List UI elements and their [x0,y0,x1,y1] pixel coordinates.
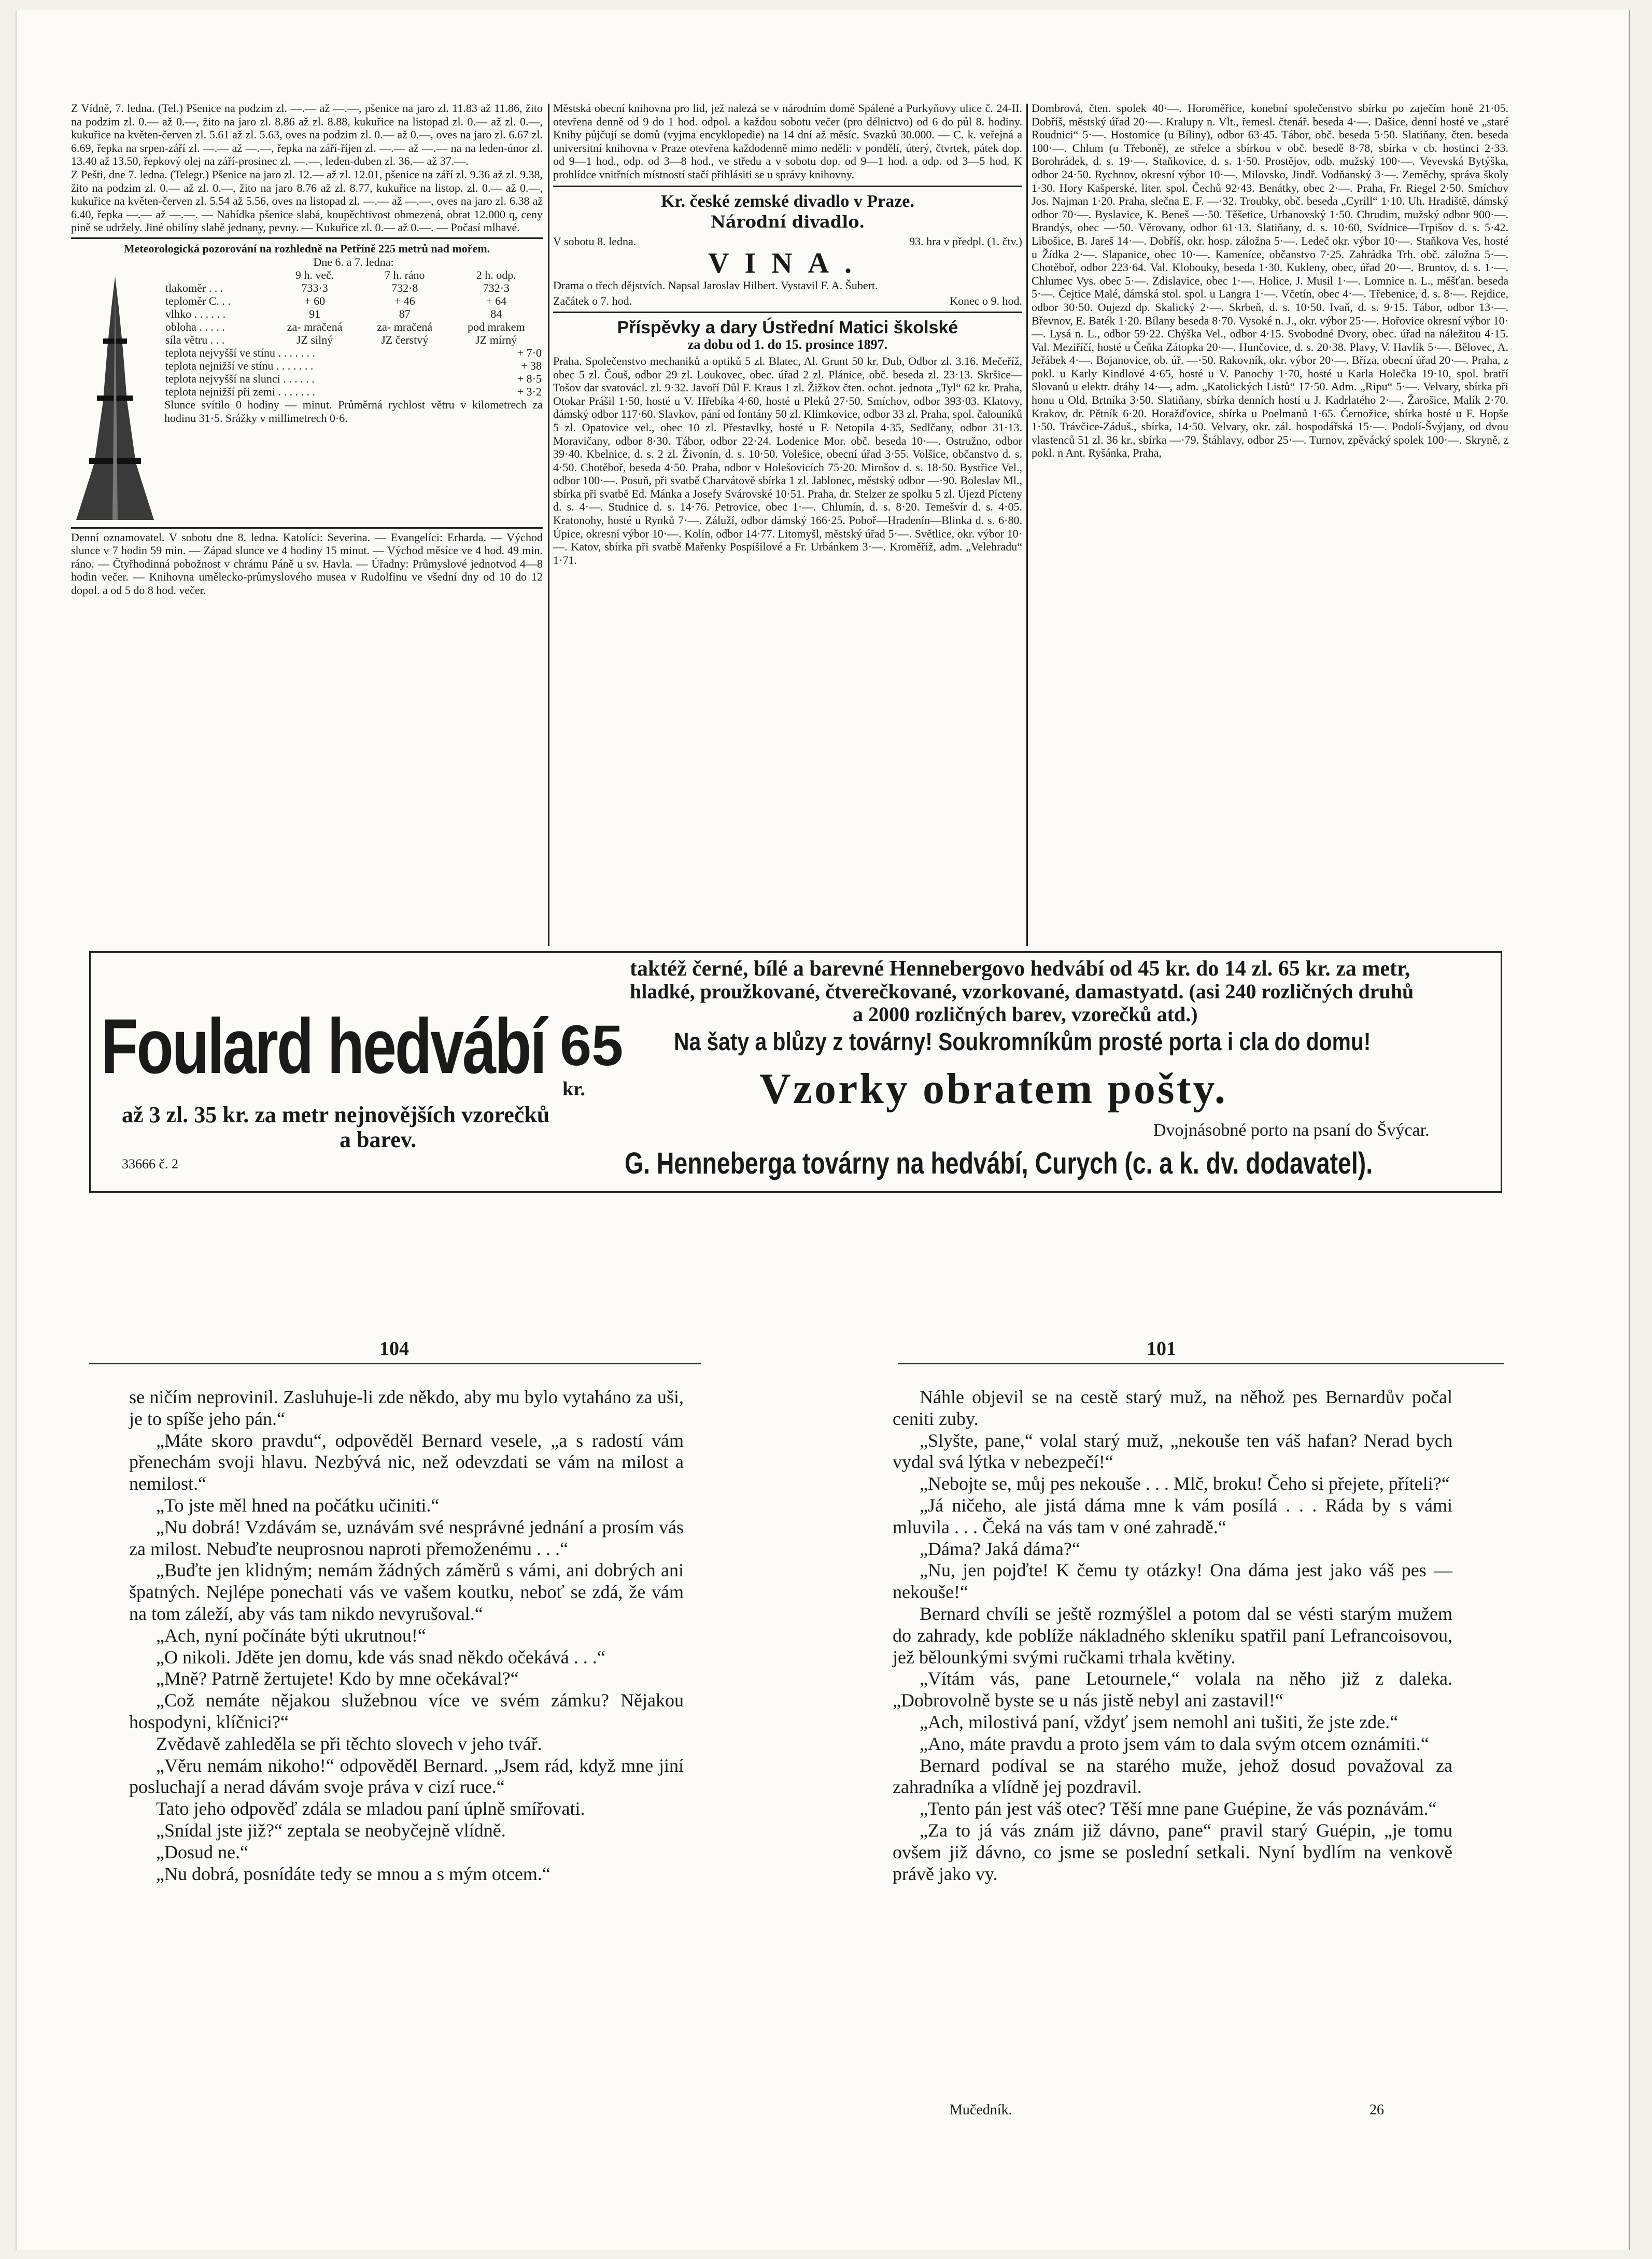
theatre-play-title: VINA. [708,247,868,280]
meteo-extra-label: teplota nejvyšší na slunci . . . . . . [165,372,315,386]
paragraph: Náhle objevil se na cestě starý muž, na něhož pes Bernardův počal ceniti zuby. [893,1387,1452,1429]
meteo-label: síla větru . . . [165,333,225,347]
meteo-value: 91 [309,307,321,321]
paragraph: Zvědavě zahleděla se při těchto slovech v jeho tvář. [156,1733,542,1754]
paragraph: „Buďte jen klidným; nemám žádných záměrů s vámi, ani dobrých ani špatných. Nejlépe ponechati vás ve vašem koutku, neboť se zdá, že vám na tom záleží, aby vás tam nikdo nevyrušoval.“ [129,1560,684,1624]
meteo-label: tlakoměr . . . [165,281,223,295]
foulard-silk-advertisement [89,951,1502,1193]
ad-firm: G. Henneberga továrny na hedvábí, Curych (c. a k. dv. dodavatel). [625,1147,1373,1180]
ad-code: 33666 č. 2 [122,1156,179,1171]
meteo-date: Dne 6. a 7. ledna: [313,255,394,269]
paragraph: „O nikoli. Jděte jen domu, kde vás snad někdo očekává . . .“ [156,1646,605,1668]
paragraph: „Ach, milostivá paní, vždyť jsem nemohl ani tušiti, že jste zde.“ [920,1711,1399,1732]
paragraph: „Za to já vás znám již dávno, pane“ pravil starý Guépin, „je tomu ovšem již dávno, co jsme se poslední setkali. Nyní bydlím na venkově právě jako vy. [893,1819,1452,1884]
column-rule [1026,104,1028,946]
meteo-value: pod mrakem [467,320,525,334]
footer-signature: 26 [1369,2102,1384,2118]
library-notice: Městská obecní knihovna pro lid, jež nalezá se v národním domě Spálené a Purkyňovy ulice č. 24-II. otevřena denně od 9 do 1 hod. odpol. a každou sobotu večer (pro délnictvo) od 6 do půl 8. hodiny. Knihy půjčují se domů (vyjma encyklopedie) na 14 dní až měsíc. Svazků 30.000. — C. k. veřejná a universitní knihovna v Praze otevřena každodenně mimo neděli: v pondělí, úterý, čtvrtek, pátek dop. od 9—1 hod., odp. od 3—8 hod., ve středu a v sobotu dop. od 9—1 hod. a odp. od 3—5 hod. K prohlídce vnitřních místností stačí přihlásiti se u správy knihovny. [553,102,1022,181]
column-market-weather [71,102,543,949]
ad-samples: Vzorky obratem pošty. [759,1065,1227,1113]
meteo-head-1: 9 h. več. [295,269,334,282]
meteo-head-3: 2 h. odp. [476,269,516,282]
meteo-extra-value: + 8·5 [517,372,542,386]
ad-factory-slogan: Na šaty a blůzy z továrny! Soukromníkům prosté porta i cla do domu! [674,1028,1371,1056]
meteo-value: JZ čerstvý [381,333,429,347]
ad-line-2: hladké, proužkované, čtverečkované, vzorkované, damastyatd. (asi 240 rozličných druhů [630,980,1414,1003]
paragraph: „Nu dobrá, posnídáte tedy se mnou a s mým otcem.“ [156,1863,550,1884]
theatre-date: V sobotu 8. ledna. [553,234,637,248]
ad-porto: Dvojnásobné porto na psaní do Švýcar. [1153,1121,1430,1140]
paragraph: „To jste měl hned na počátku učiniti.“ [156,1494,440,1516]
newspaper-page [16,10,1630,2250]
paragraph: „Snídal jste již?“ zeptala se neobyčejně vlídně. [156,1819,506,1841]
page-rule-right [898,1363,1504,1364]
paragraph: se ničím neprovinil. Zasluhuje-li zde někdo, aby mu bylo vytaháno za uši, je to spíše jeho pán.“ [129,1387,684,1429]
paragraph: „Ano, máte pravdu a proto jsem vám to dala svým otcem oznámiti.“ [920,1733,1429,1754]
paragraph: „Máte skoro pravdu“, odpověděl Bernard vesele, „a s radostí vám přenechám svoji hlavu. Nezbývá nic, než odevzdati se vám na milost a nemilost.“ [129,1430,684,1494]
pest-market: Z Pešti, dne 7. ledna. (Telegr.) Pšenice na jaro zl. 12.— až zl. 12.01, pšenice na září zl. 9.36 až zl. 9.38, žito na podzim zl. 0.— až zl. 0.—, žito na jaro 8.76 až zl. 8.77, kukuřice na listop. zl. 0.— až 0.—, kukuřice na květen-červen zl. 5.54 až 5.56, oves na listopad zl. —.— až —.—, oves na jaro zl. 6.38 až 6.40, řepka —.— až —.—. — Nabídka pšenice slabá, koupěchtivost obmezená, obrat 12.000 q, ceny pině se udržely. Jiné obilíny slabě jednany, pevny. — Kukuřice zl. 0.— až 0.—. — Počasí mlhavé. [71,167,543,234]
story-left-column [129,1387,684,2112]
paragraph: Tato jeho odpověď zdála se mladou paní úplně smířovati. [156,1798,585,1819]
theatre-performance: 93. hra v předpl. (1. čtv.) [909,234,1022,248]
meteo-value: + 64 [486,294,507,308]
meteo-label: teploměr C. . . [165,294,231,308]
paragraph: „Nu dobrá! Vzdávám se, uznávám své nesprávné jednání a prosím vás za milost. Nebuďte neuprosnou naproti přemoženému . . .“ [129,1516,684,1559]
meteo-title: Meteorologická pozorování na rozhledně na Petříně 225 metrů nad mořem. [123,242,490,255]
meteo-label: oblohа . . . . . [165,320,225,334]
paragraph: „Dáma? Jaká dáma?“ [920,1538,1080,1559]
meteo-table [164,269,543,346]
paragraph: „Já ničeho, ale jistá dáma mne k vám posílá . . . Ráda by s vámi mluvila . . . Čeká na vás tam v oné zahradě.“ [893,1494,1452,1537]
paragraph: „Vítám vás, pane Letournele,“ volala na něho již z daleka. „Dobrovolně byste se u nás jistě nebyl ani zastavil!“ [893,1668,1452,1711]
meteo-extra-label: teplota nejvyšší ve stínu . . . . . . . [165,346,316,360]
paragraph: Bernard podíval se na starého muže, jehož dosud považoval za zahradníka a vlídně jej pozdravil. [893,1755,1452,1798]
paragraph: „Slyšte, pane,“ volal starý muž, „nekouše ten váš hafan? Nerad bych vydal svá lýtka v nebezpečí!“ [893,1430,1452,1473]
meteo-value: 733·3 [301,281,328,295]
ad-line-3: a 2000 rozličných barev, vzorečků atd.) [853,1003,1198,1026]
column-contributions-cont [1032,102,1508,949]
contributions-list: Praha. Společenstvo mechaniků a optiků 5 zl. Blatec, Al. Grunt 50 kr. Dub, Odbor zl. 3.16. Mečeříž, obec 5 zl. Čouš, odbor 29 zl. Loukovec, obec. úřad 2 zl. Plánice, obč. beseda zl. 23·13. Skršice—Tošov dar svatovácl. zl. 9·32. Javoří Důl F. Kraus 1 zl. Žižkov čten. ochot. jednota „Tyl“ 62 kr. Praha, Otokar Prášil 1·50, hosté u V. Hřebíka 4·60, hosté u Pleků 27·50. Smíchov, odbor 393·03. Klatovy, dámský odbor 117·60. Slavkov, pání od fontány 50 zl. Klimkovice, odbor 33 zl. Praha, spol. čalouníků 5 zl. Opatovice vel., obec 10 zl. Přestavlky, hosté u F. Netopila 4·35, Sedlčany, odbor 31·13. Moravičany, odbor 8·30. Tábor, odbor 22·24. Lodenice Mor. obč. beseda 10·—. Ostružno, odbor 39·40. Kbelnice, d. s. 2 zl. Živonín, d. s. 10·50. Volešice, obecní úřad 3·55. Volšice, občanstvo d. s. 4·50. Chotěboř, beseda 4·50. Praha, odbor v Holešovicích 75·20. Mirošov d. s. 18·50. Bystřice Vel., odbor 100·—. Posuň, při svatbě Charvátově sbírka 1 zl. Jablonec, městský odbor —·90. Boleslav Ml., sbírka při svatbě Ed. Mánka a Josefy Svárovské 10·51. Praha, dr. Stelzer ze spolku 5 zl. Újezd Pícteny d. s. 4·—. Studnice d. s. 14·76. Petrovice, obec 1·—. Chlumín, d. s. 8·20. Temešvír d. s. 4·05. Kratonohy, hosté u Rynků 7·—. Záluží, odbor dámský 166·25. Poboř—Hradenín—Blinka d. s. 6·80. Úpice, okresní výbor 10·—. Kolín, odbor 14·77. Litomyšl, městský úřad 5·—. Světlice, okr. výbor 10·—. Katov, sbírka při svatbě Mařenky Pospíšilové a Fr. Urbánkem 3·—. Kroměříž, adm. „Velehradu“ 1·71. [553,354,1022,567]
contributions-list-continued: Dombrová, čten. spolek 40·—. Horoměřice, konební společenstvo sbírku po zaječím honě 21·05. Dobříš, městský úřad 20·—. Kralupy n. Vlt., řemesl. čtenář. beseda 4·—. Dašice, denní hosté ve „staré Roudnici“ 5·—. Hostomice (u Bíliny), odbor 63·45. Tábor, obč. beseda 5·50. Slatiňany, čten. beseda 100·—. Chlum (u Třeboně), ze střelce a sbírkou v obč. besedě 8·78, sbírka v cb. hostinci 2·33. Borohrádek, d. s. 19·—. Staňkovice, d. s. 1·50. Prostějov, odb. mužský 100·—. Vevevská Bytýška, odbor 24·50. Rychnov, okresní výbor 10·—. Milovsko, Jindř. Vodňanský 3·—. Zeměchy, správa školy 1·30. Hory Kašperské, liter. spol. Čechů 92·43. Benátky, obec 2·—. Praha, Fr. Riegel 2·50. Smíchov Jos. Najman 1·20. Praha, slečna E. F. —·32. Troubky, obč. beseda „Cyrill“ 1·10. Uh. Hradiště, dámský odbor 70·—. Byslavice, K. Beneš —·50. Těšetice, Urbanovský 1·50. Chrudim, mužský odbor 900·—. Brandýs, obec —·50. Věrovany, odbor 61·13. Slatiňany, d. s. 10·60, Svídnice—Trpišov d. s. 5·42. Libošice, B. Jareš 14·—. Dobříš, okr. hosp. záložna 5·—. Ledeč okr. výbor 10·—. Staňkova Ves, hosté u Žídka 2·—. Slapanice, obec 10·—. Kameníce, občanstvo 7·25. Zahrádka Trh. obč. záložna 5·—. Chotěboř, odbor 223·64. Val. Klobouky, beseda 1·30. Kukleny, obec, úřad 20·—. Bruntov, d. s. 1·—. Chlumec Vys. obec 5·—. Zdislavice, obec 1·—. Holice, J. Musil 1·—. Lomnice n. L., měšťan. beseda 5·—. Čejtice Malé, dámská stol. spol. u Langra 1·—. Včetín, obec 4·—. Třebenice, d. s. 8·—. Rejdice, odbor 30·50. Oujezd dp. Skalický 2·—. Skrbeň, d. s. 10·50. Ivaň, d. s. 9·15. Tábor, odbor 13·—. Břevnov, E. Baték 1·20. Bílany beseda 8·70. Vysoké n. J., okr. výbor 25·—. Hořovice okresní výbor 10·—. Lysá n. L., odbor 59·22. Chýška Vel., odbor 4·15. Svobodné Dvory, obec. úřad na náležitou 4·15. Val. Meziříčí, hosté u Čeňka Zátopka 20·—. Hunčovice, d. s. 20·38. Plavy, V. Havlík 5·—. Bělovec, A. Jeřábek 4·—. Bojanovice, ob. úř. —·50. Rakovník, okr. výbor 20·—. Bříza, obecní úřad 20·—. Praha, z pokl. u Karly Kindlové 4·65, hosté u V. Panochy 1·70, hosté u Karla Holečka 19·10, spol. bratří Slovanů u elektr. dráhy 14·—, adm. „Katolických Listů“ 17·50. Adm. „Ripu“ 5·—. Velvary, sbírka při honu u Old. Brtníka 3·50. Slatiňany, sbírka denních hostí u J. Kadrlatého 2·—. Žarošice, Malík 2·70. Krakov, dr. Pětník 6·20. Horažďovice, sbírka u Poelmanů 1·65. Černožice, sbírka hosté u F. Hopše 1·50. Trávčice-Záduš., sbírka, 14·50. Velvary, okr. zál. hospodářská 15·—. Podolí-Švýjany, od dvou vlastenců 51 zl. 36 kr., sbírka —·79. Štáhlavy, odbor 25·—. Turnov, zpěvácký spolek 100·—. Skryně, z pokl. n Ant. Ryšánka, Praha, [1032,102,1508,460]
ad-price-line: až 3 zl. 35 kr. za metr nejnovějších vzorečků [122,1102,550,1127]
paragraph: „Mně? Patrně žertujete! Kdo by mne očekával?“ [156,1668,519,1689]
story-right-column [893,1387,1452,2112]
meteo-value: JZ silný [296,333,333,347]
ad-price-line-2: a barev. [340,1127,417,1152]
theatre-start: Začátek o 7. hod. [553,294,632,307]
footer-title: Mučedník. [950,2102,1012,2118]
column-rule [548,104,549,946]
meteo-extra-value: + 3·2 [517,385,542,399]
meteo-extra-label: teplota nejnižší ve stínu . . . . . . . [165,359,314,373]
page-rule-left [89,1363,701,1364]
theatre-subtitle: Národní divadlo. [710,211,865,232]
meteo-extra-table [164,346,543,398]
page-number-right: 101 [1147,1338,1176,1360]
meteo-value: 87 [399,307,411,321]
ad-headline: Foulard hedvábí [101,1003,545,1090]
theatre-end: Konec o 9. hod. [950,294,1022,307]
paragraph: „Tento pán jest váš otec? Těší mne pane Guépine, že vás poznávám.“ [920,1798,1437,1819]
paragraph: „Dosud ne.“ [156,1841,248,1862]
meteo-value: 84 [490,307,502,321]
paragraph: „Věru nemám nikoho!“ odpověděl Bernard. „Jsem rád, když mne jiní posluchají a nerad dávám svoje práva v cizí ruce.“ [129,1755,684,1798]
meteo-value: JZ mírný [475,333,517,347]
meteo-extra-value: + 38 [521,359,542,373]
column-library-theatre [553,102,1022,949]
contributions-subtitle: za dobu od 1. do 15. prosince 1897. [687,337,888,352]
meteo-head-2: 7 h. ráno [384,269,425,282]
theatre-title: Kr. české zemské divadlo v Praze. [661,191,914,211]
meteo-value: za- mračená [377,320,433,334]
ad-big-price: 65 [560,1014,624,1078]
theatre-description: Drama o třech dějstvích. Napsal Jaroslav Hilbert. Vystavil F. A. Šubert. [553,279,878,292]
meteo-value: 732·3 [483,281,510,295]
paragraph: „Což nemáte nějakou služebnou více ve svém zámku? Nějakou hospodyni, klíčnici?“ [129,1690,684,1732]
meteo-value: za- mračená [287,320,343,334]
meteo-value: 732·8 [391,281,418,295]
paragraph: „Nebojte se, můj pes nekouše . . . Mlč, broku! Čeho si přejete, příteli?“ [920,1473,1450,1494]
ad-kr: kr. [562,1078,586,1100]
meteo-extra-label: teplota nejnižší při zemi . . . . . . . [165,385,315,399]
meteo-label: vlhko . . . . . . [165,307,226,321]
paragraph: „Nu, jen pojďte! K čemu ty otázky! Ona dáma jest jako váš pes — nekouše!“ [893,1560,1452,1603]
ad-line-1: taktéž černé, bílé a barevné Hennebergovo hedvábí od 45 kr. do 14 zl. 65 kr. za metr, [630,957,1410,981]
meteo-value: + 60 [304,294,326,308]
vienna-market: Z Vídně, 7. ledna. (Tel.) Pšenice na podzim zl. —.— až —.—, pšenice na jaro zl. 11.83 až 11.86, žito na podzim zl. 0.— až 0.—, žito na jaro zl. 8.86 až zl. 8.88, kukuřice na listopad zl. 0.— až zl. 0.—, kukuřice na květen-červen zl. 5.61 až zl. 5.63, oves na podzim zl. 0.— až 0.—, oves na jaro zl. 6.67 zl. 6.69, řepka na srpen-září zl. —.— až —.—, řepka na září-říjen zl. —.— až —.— na na leden-únor zl. 13.40 až 13.50, řepkový olej na září-prosinec zl. —.—, leden-duben zl. 36.— až 37.—. [71,102,543,168]
daily-announcer: Denní oznamovatel. V sobotu dne 8. ledna. Katolíci: Severina. — Evangelíci: Erharda. — Východ slunce v 7 hodin 59 min. — Západ slunce ve 4 hodiny 15 minut. — Východ měsíce ve 4 hod. 49 min. ráno. — Čtyřhodinná pobožnost v chrámu Páně u sv. Havla. — Úřadny: Průmyslové jednotvod 4—8 hodin večer. — Knihovna umělecko-průmyslového musea v Rudolfinu ve všední dny od 10 do 12 dopol. a od 5 do 8 hod. večer. [71,530,543,597]
meteo-extra-value: + 7·0 [517,346,542,360]
meteo-value: + 46 [394,294,415,308]
paragraph: Bernard chvíli se ještě rozmýšlel a potom dal se vésti starým mužem do zahrady, kde poblíže nákladného skleníku spatřil paní Lefrancoisovou, jež bělounkými svými ručkami trhala květiny. [893,1603,1452,1668]
paragraph: „Ach, nyní počínáte býti ukrutnou!“ [156,1625,426,1646]
meteo-footer: Slunce svítilo 0 hodiny — minut. Průměrná rychlost větru v kilometrech za hodinu 31·5. Srážky v millimetrech 0·6. [164,398,543,425]
page-number-left: 104 [379,1338,409,1360]
petrin-tower-illustration [71,276,159,525]
contributions-title: Příspěvky a dary Ústřední Matici školské [617,318,958,338]
